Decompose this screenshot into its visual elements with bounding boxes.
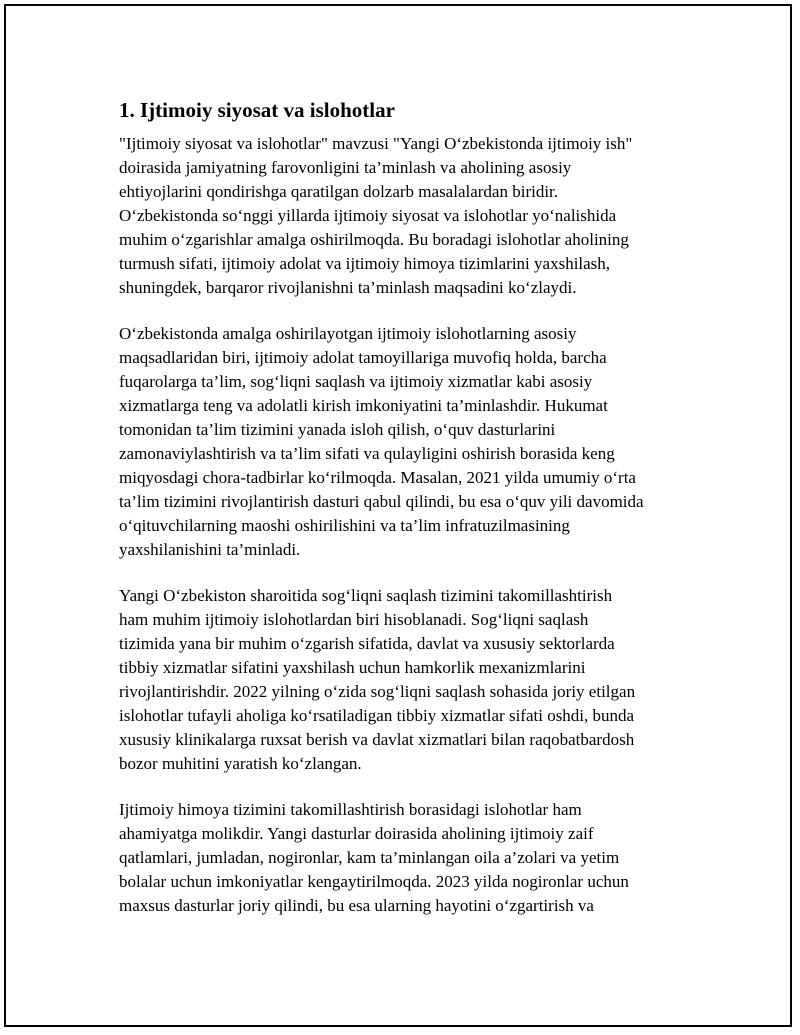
paragraph-3 (119, 584, 699, 776)
text-line: yaxshilanishini ta’minladi. (119, 540, 301, 559)
text-line: tizimida yana bir muhim o‘zgarish sifatida, davlat va xususiy sektorlarda (119, 634, 615, 653)
document-body (119, 96, 699, 940)
text-line: ta’lim tizimini rivojlantirish dasturi qabul qilindi, bu esa o‘quv yili davomida (119, 492, 644, 511)
text-line: Ijtimoiy himoya tizimini takomillashtirish borasidagi islohotlar ham (119, 800, 582, 819)
paragraph-2 (119, 322, 699, 562)
page-frame (4, 4, 792, 1027)
text-line: ehtiyojlarini qondirishga qaratilgan dolzarb masalalardan biridir. (119, 182, 559, 201)
text-line: fuqarolarga ta’lim, sog‘liqni saqlash va ijtimoiy xizmatlar kabi asosiy (119, 372, 593, 391)
text-line: Yangi O‘zbekiston sharoitida sog‘liqni saqlash tizimini takomillashtirish (119, 586, 613, 605)
paragraph-4 (119, 798, 699, 918)
text-line: tomonidan ta’lim tizimini yanada isloh qilish, o‘quv dasturlarini (119, 420, 556, 439)
text-line: zamonaviylashtirish va ta’lim sifati va qulayligini oshirish borasida keng (119, 444, 615, 463)
text-line: islohotlar tufayli aholiga ko‘rsatiladigan tibbiy xizmatlar sifati oshdi, bunda (119, 706, 635, 725)
text-line: rivojlantirishdir. 2022 yilning o‘zida sog‘liqni saqlash sohasida joriy etilgan (119, 682, 636, 701)
text-line: tibbiy xizmatlar sifatini yaxshilash uchun hamkorlik mexanizmlarini (119, 658, 586, 677)
text-line: "Ijtimoiy siyosat va islohotlar" mavzusi "Yangi O‘zbekistonda ijtimoiy ish" (119, 134, 633, 153)
text-line: muhim o‘zgarishlar amalga oshirilmoqda. Bu boradagi islohotlar aholining (119, 230, 629, 249)
text-line: doirasida jamiyatning farovonligini ta’minlash va aholining asosiy (119, 158, 572, 177)
text-line: maxsus dasturlar joriy qilindi, bu esa ularning hayotini o‘zgartirish va (119, 896, 594, 915)
text-line: ahamiyatga molikdir. Yangi dasturlar doirasida aholining ijtimoiy zaif (119, 824, 594, 843)
text-line: turmush sifati, ijtimoiy adolat va ijtimoiy himoya tizimlarini yaxshilash, (119, 254, 611, 273)
section-heading: 1. Ijtimoiy siyosat va islohotlar (119, 98, 395, 122)
text-line: xizmatlarga teng va adolatli kirish imkoniyatini ta’minlashdir. Hukumat (119, 396, 608, 415)
text-line: ham muhim ijtimoiy islohotlardan biri hisoblanadi. Sog‘liqni saqlash (119, 610, 589, 629)
text-line: o‘qituvchilarning maoshi oshirilishini va ta’lim infratuzilmasining (119, 516, 570, 535)
text-line: shuningdek, barqaror rivojlanishni ta’minlash maqsadini ko‘zlaydi. (119, 278, 577, 297)
text-line: bozor muhitini yaratish ko‘zlangan. (119, 754, 362, 773)
text-line: O‘zbekistonda so‘nggi yillarda ijtimoiy siyosat va islohotlar yo‘nalishida (119, 206, 617, 225)
text-line: miqyosdagi chora-tadbirlar ko‘rilmoqda. Masalan, 2021 yilda umumiy o‘rta (119, 468, 636, 487)
text-line: bolalar uchun imkoniyatlar kengaytirilmoqda. 2023 yilda nogironlar uchun (119, 872, 629, 891)
text-line: qatlamlari, jumladan, nogironlar, kam ta’minlangan oila a’zolari va yetim (119, 848, 620, 867)
text-line: maqsadlaridan biri, ijtimoiy adolat tamoyillariga muvofiq holda, barcha (119, 348, 607, 367)
paragraph-1 (119, 132, 699, 300)
text-line: xususiy klinikalarga ruxsat berish va davlat xizmatlari bilan raqobatbardosh (119, 730, 635, 749)
text-line: O‘zbekistonda amalga oshirilayotgan ijtimoiy islohotlarning asosiy (119, 324, 577, 343)
